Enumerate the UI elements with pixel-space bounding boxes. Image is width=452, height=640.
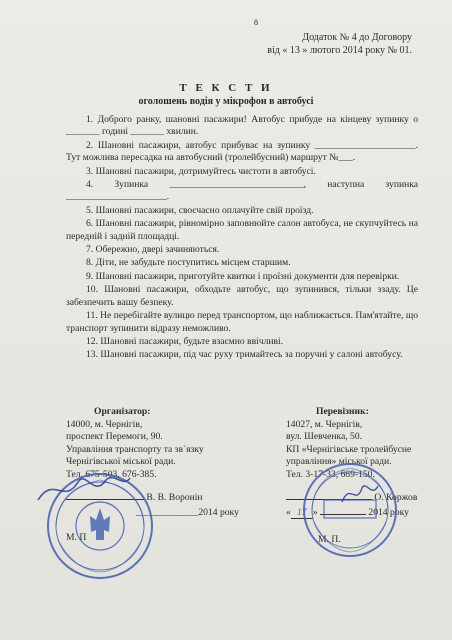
carrier-date-year: 2014 року [368,507,409,518]
organizer-address-line: Чернігівської міської ради. [66,456,176,467]
announcement-item: 3. Шановні пасажири, дотримуйтесь чистоти в автобусі. [86,165,316,177]
organizer-address-line: Управління транспорту та зв`язку [66,443,204,455]
announcement-item: 13. Шановні пасажири, під час руху тримайтесь за поручні у салоні автобусу. [86,349,403,361]
annex-line-1: Додаток № 4 до Договору [302,32,412,43]
announcement-item: 9. Шановні пасажири, приготуйте квитки і проїзні документи для перевірки. [86,270,400,282]
announcement-item: 12. Шановні пасажири, будьте взаємно ввічливі. [86,335,284,347]
carrier-date-day: 17 [291,507,313,519]
carrier-phone: Тел. 3-17-33, 669-150. [286,468,375,480]
announcement-list [66,114,418,362]
document-title: Т Е К С Т И [179,82,273,94]
carrier-round-stamp-icon [300,460,400,560]
announcement-item: 7. Обережно, двері зачиняються. [86,244,220,256]
organizer-heading: Організатор: [94,406,151,417]
annex-reference [267,31,412,57]
organizer-signatory: В. В. Воронін [146,492,203,503]
document-subtitle: оголошень водія у мікрофон в автобусі [138,96,314,107]
announcement-item: 5. Шановні пасажири, своєчасно оплачуйте свій проїзд. [86,204,314,216]
carrier-signatory: О. Коржов [374,492,418,503]
announcement-item: 10. Шановні пасажири, обходьте автобус, що зупинився, тільки ззаду. Це забезпечить вашу безпеку. [66,284,418,308]
carrier-signature-scribble-icon [340,478,380,508]
page-number: 8 [254,18,258,27]
organizer-phone: Тел. 675-503, 676-385. [66,468,157,480]
announcement-item: 11. Не перебігайте вулицю перед транспортом, що наближається. Пам'ятайте, що транспорт зупинити відразу неможливо. [66,310,418,334]
carrier-address-line: КП «Чернігівське тролейбусне [286,443,412,455]
organizer-address-line: проспект Перемоги, 90. [66,431,163,442]
carrier-seal-label: М. П. [318,534,341,545]
organizer-address-line: 14000, м. Чернігів, [66,418,143,430]
announcement-item: 2. Шановні пасажири, автобус прибуває на зупинку _____________________. Тут можлива пересадка на автобусний (тролейбусний) маршрут №___. [66,139,418,164]
organizer-seal-label: М. П [66,532,87,543]
carrier-heading: Перевізник: [316,406,369,417]
carrier-address-line: 14027, м. Чернігів, [286,418,363,430]
announcement-item: 8. Діти, не забудьте поступитись місцем старшим. [86,257,291,269]
annex-line-2: від « 13 » лютого 2014 року № 01. [267,45,412,56]
carrier-address-line: вул. Шевченка, 50. [286,431,363,442]
announcement-item: 6. Шановні пасажири, рівномірно заповнюйте салон автобуса, не скупчуйтесь на передній і задній площадці. [66,218,418,242]
carrier-address-line: управління» міської ради. [286,456,392,467]
carrier-date: « 17 » 2014 року [286,507,409,518]
announcement-item: 1. Доброго ранку, шановні пасажири! Автобус прибуде на кінцеву зупинку о _______ годині _______ хвилин. [66,114,418,138]
organizer-date: _____________2014 року [136,507,239,518]
organizer-signature-scribble-icon [34,470,134,510]
announcement-item: 4. Зупинка ____________________________, наступна зупинка _____________________. [66,179,418,203]
